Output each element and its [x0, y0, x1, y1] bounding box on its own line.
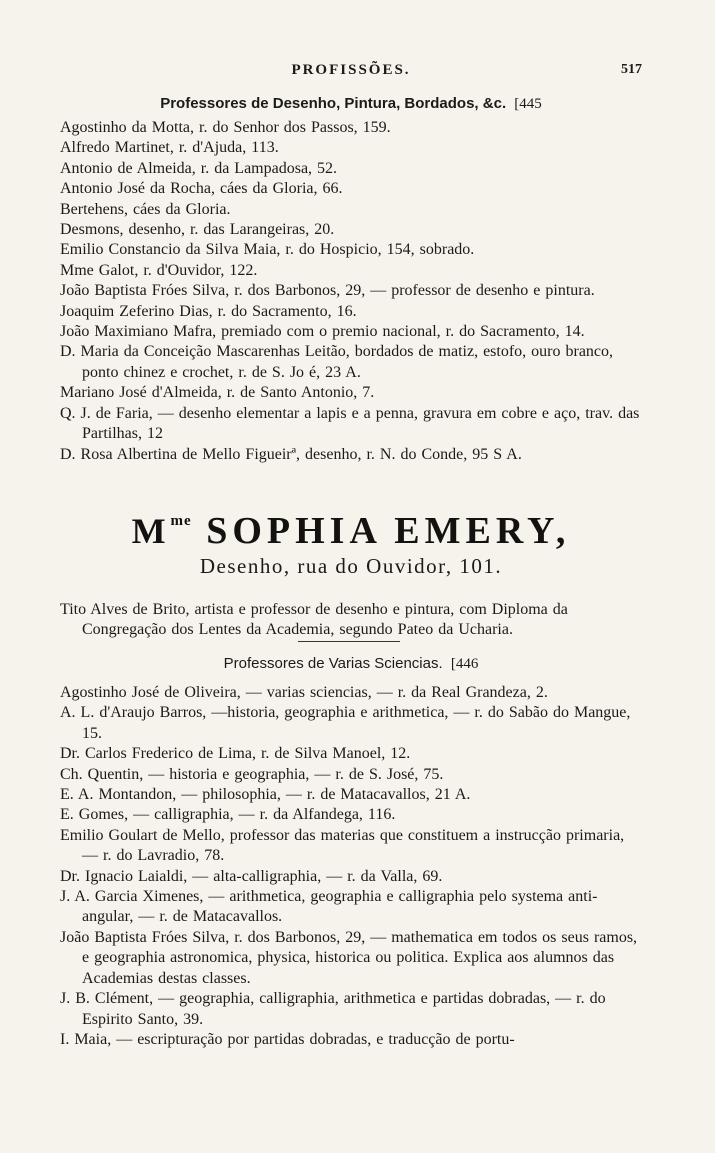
- directory-entry: Joaquim Zeferino Dias, r. do Sacramento, 16.: [60, 302, 357, 320]
- directory-entry: I. Maia, — escripturação por partidas dobradas, e traducção de portu-: [60, 1030, 515, 1048]
- directory-entry: Agostinho José de Oliveira, — varias sciencias, — r. da Real Grandeza, 2.: [60, 684, 548, 701]
- running-title: PROFISSÕES.: [291, 62, 411, 78]
- section-number: [445: [514, 96, 542, 112]
- directory-entry: Ch. Quentin, — historia e geographia, — r. de S. José, 75.: [60, 765, 444, 783]
- directory-entry: Bertehens, cáes da Gloria.: [60, 200, 231, 218]
- section-divider-rule: [298, 641, 400, 642]
- directory-entry: Emilio Goulart de Mello, professor das materias que constituem a instrucção primaria, — r. do Lavradio, 78.: [60, 826, 625, 865]
- directory-entry: João Baptista Fróes Silva, r. dos Barbonos, 29, — professor de desenho e pintura.: [60, 282, 595, 300]
- directory-entry: Antonio de Almeida, r. da Lampadosa, 52.: [60, 159, 338, 177]
- directory-entry: Mme Galot, r. d'Ouvidor, 122.: [60, 261, 258, 279]
- advertisement-title-abbr: M: [131, 511, 171, 551]
- directory-entry: D. Maria da Conceição Mascarenhas Leitão, bordados de matiz, estofo, ouro branco, ponto chinez e crochet, r. de S. Jo é, 23 A.: [60, 343, 614, 381]
- directory-entry: Tito Alves de Brito, artista e professor de desenho e pintura, com Diploma da Congregação dos Lentes da Academia, segundo Pateo da Ucharia.: [60, 601, 568, 639]
- directory-entry: E. Gomes, — calligraphia, — r. da Alfandega, 116.: [60, 806, 396, 824]
- directory-entry: João Maximiano Mafra, premiado com o premio nacional, r. do Sacramento, 14.: [60, 323, 585, 341]
- section-heading-text: Professores de Varias Sciencias.: [223, 655, 443, 672]
- directory-entry: Dr. Ignacio Laialdi, — alta-calligraphia, — r. da Valla, 69.: [60, 867, 443, 885]
- section-number: [446: [450, 656, 479, 672]
- advertisement-name-text: SOPHIA EMERY,: [206, 510, 571, 552]
- directory-entry: João Baptista Fróes Silva, r. dos Barbonos, 29, — mathematica em todos os seus ramos, e geographia astronomica, physica, historica ou politica. Explica aos alumnos das Academias destas classes.: [60, 928, 638, 987]
- entries-drawing: [60, 118, 640, 465]
- directory-entry: A. L. d'Araujo Barros, —historia, geographia e arithmetica, — r. do Sabão do Mangue, 15.: [60, 704, 631, 742]
- entries-sciences: [60, 683, 640, 1050]
- directory-entry: Alfredo Martinet, r. d'Ajuda, 113.: [60, 139, 279, 157]
- section-heading-sciences: [60, 654, 642, 674]
- directory-entry: Desmons, desenho, r. das Larangeiras, 20.: [60, 221, 335, 239]
- advertisement-detail: Desenho, rua do Ouvidor, 101.: [199, 554, 503, 578]
- advertisement-title-sup: me: [170, 513, 192, 529]
- directory-entry: Agostinho da Motta, r. do Senhor dos Passos, 159.: [60, 119, 391, 136]
- directory-entry: Q. J. de Faria, — desenho elementar a lapis e a penna, gravura em cobre e aço, trav. das Partilhas, 12: [60, 404, 640, 443]
- directory-entry: Emilio Constancio da Silva Maia, r. do Hospicio, 154, sobrado.: [60, 241, 475, 259]
- directory-entry: Dr. Carlos Frederico de Lima, r. de Silva Manoel, 12.: [60, 745, 411, 763]
- directory-entry: Antonio José da Rocha, cáes da Gloria, 66.: [60, 180, 343, 198]
- entries-after-advert: [60, 600, 640, 641]
- advertisement-sophia-emery: [60, 500, 642, 580]
- section-heading-text: Professores de Desenho, Pintura, Bordados, &c.: [160, 95, 507, 112]
- directory-entry: D. Rosa Albertina de Mello Figueirª, desenho, r. N. do Conde, 95 S A.: [60, 445, 522, 463]
- directory-entry: E. A. Montandon, — philosophia, — r. de Matacavallos, 21 A.: [60, 786, 471, 804]
- page-number: 517: [621, 62, 642, 77]
- directory-entry: J. A. Garcia Ximenes, — arithmetica, geographia e calligraphia pelo systema anti-angular, — r. de Matacavallos.: [60, 888, 598, 926]
- section-heading-drawing: [60, 94, 642, 114]
- running-head: [60, 62, 642, 82]
- advertisement-name: [60, 500, 642, 552]
- directory-entry: J. B. Clément, — geographia, calligraphia, arithmetica e partidas dobradas, — r. do Espirito Santo, 39.: [60, 990, 606, 1028]
- directory-entry: Mariano José d'Almeida, r. de Santo Antonio, 7.: [60, 384, 375, 402]
